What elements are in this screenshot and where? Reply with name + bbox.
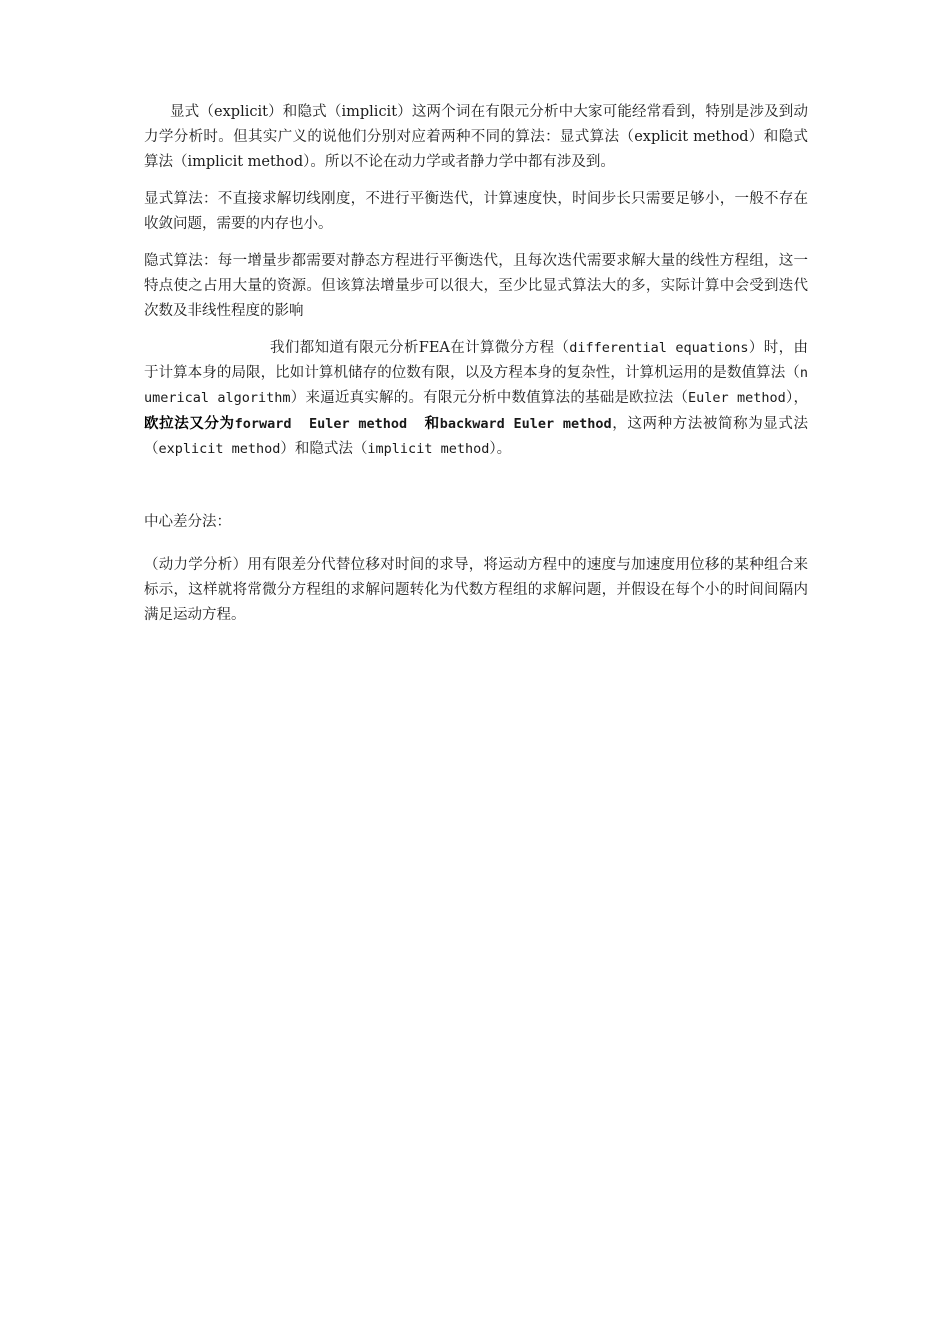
fea-text-2: ）时，由于计算本身的局限，比如计算机储存的位数有限，以及方程本身的复杂性，计算机运用的是数值算法（ <box>144 340 808 381</box>
fea-bold-latin: forward Euler method <box>234 416 425 432</box>
fea-text-6: ）和隐式法（ <box>280 441 368 457</box>
intro-paragraph: 显式（explicit）和隐式（implicit）这两个词在有限元分析中大家可能经常看到，特别是涉及到动力学分析时。但其实广义的说他们分别对应着两种不同的算法：显式算法（explicit method）和隐式算法（implicit method）。所以不论在动力学或者静力学中都有涉及到。 <box>144 104 808 170</box>
fea-paragraph <box>144 336 808 462</box>
fea-latin-5: explicit method <box>158 441 281 457</box>
document-page <box>144 100 808 628</box>
fea-latin-2: numerical algorithm <box>144 365 808 406</box>
central-difference-title: 中心差分法： <box>144 514 231 530</box>
fea-text-4: ）， <box>785 390 808 406</box>
fea-latin-6: implicit method <box>367 441 490 457</box>
explicit-method-paragraph: 显式算法：不直接求解切线刚度，不进行平衡迭代，计算速度快，时间步长只需要足够小，一般不存在收敛问题，需要的内存也小。 <box>144 191 808 232</box>
central-difference-paragraph: （动力学分析）用有限差分代替位移对时间的求导，将运动方程中的速度与加速度用位移的某种组合来标示，这样就将常微分方程组的求解问题转化为代数方程组的求解问题，并假设在每个小的时间间隔内满足运动方程。 <box>144 557 808 623</box>
fea-bold-latin-2: backward Euler method <box>439 416 612 432</box>
fea-text-7: ）。 <box>489 441 512 457</box>
fea-text-3: ）来逼近真实解的。有限元分析中数值算法的基础是欧拉法（ <box>290 390 689 406</box>
implicit-method-paragraph: 隐式算法：每一增量步都需要对静态方程进行平衡迭代，且每次迭代需要求解大量的线性方程组，这一特点使之占用大量的资源。但该算法增量步可以很大，至少比显式算法大的多，实际计算中会受到迭代次数及非线性程度的影响 <box>144 253 808 319</box>
fea-latin-3: Euler method <box>688 390 786 406</box>
fea-bold-cn: 欧拉法又分为 <box>144 415 235 432</box>
fea-bold-cn-2: 和 <box>424 415 440 432</box>
fea-text-1: 我们都知道有限元分析FEA在计算微分方程（ <box>270 340 570 356</box>
fea-text-5: ，这两种方法被简称为显式法（ <box>144 416 809 457</box>
fea-latin-1: differential equations <box>569 340 749 356</box>
